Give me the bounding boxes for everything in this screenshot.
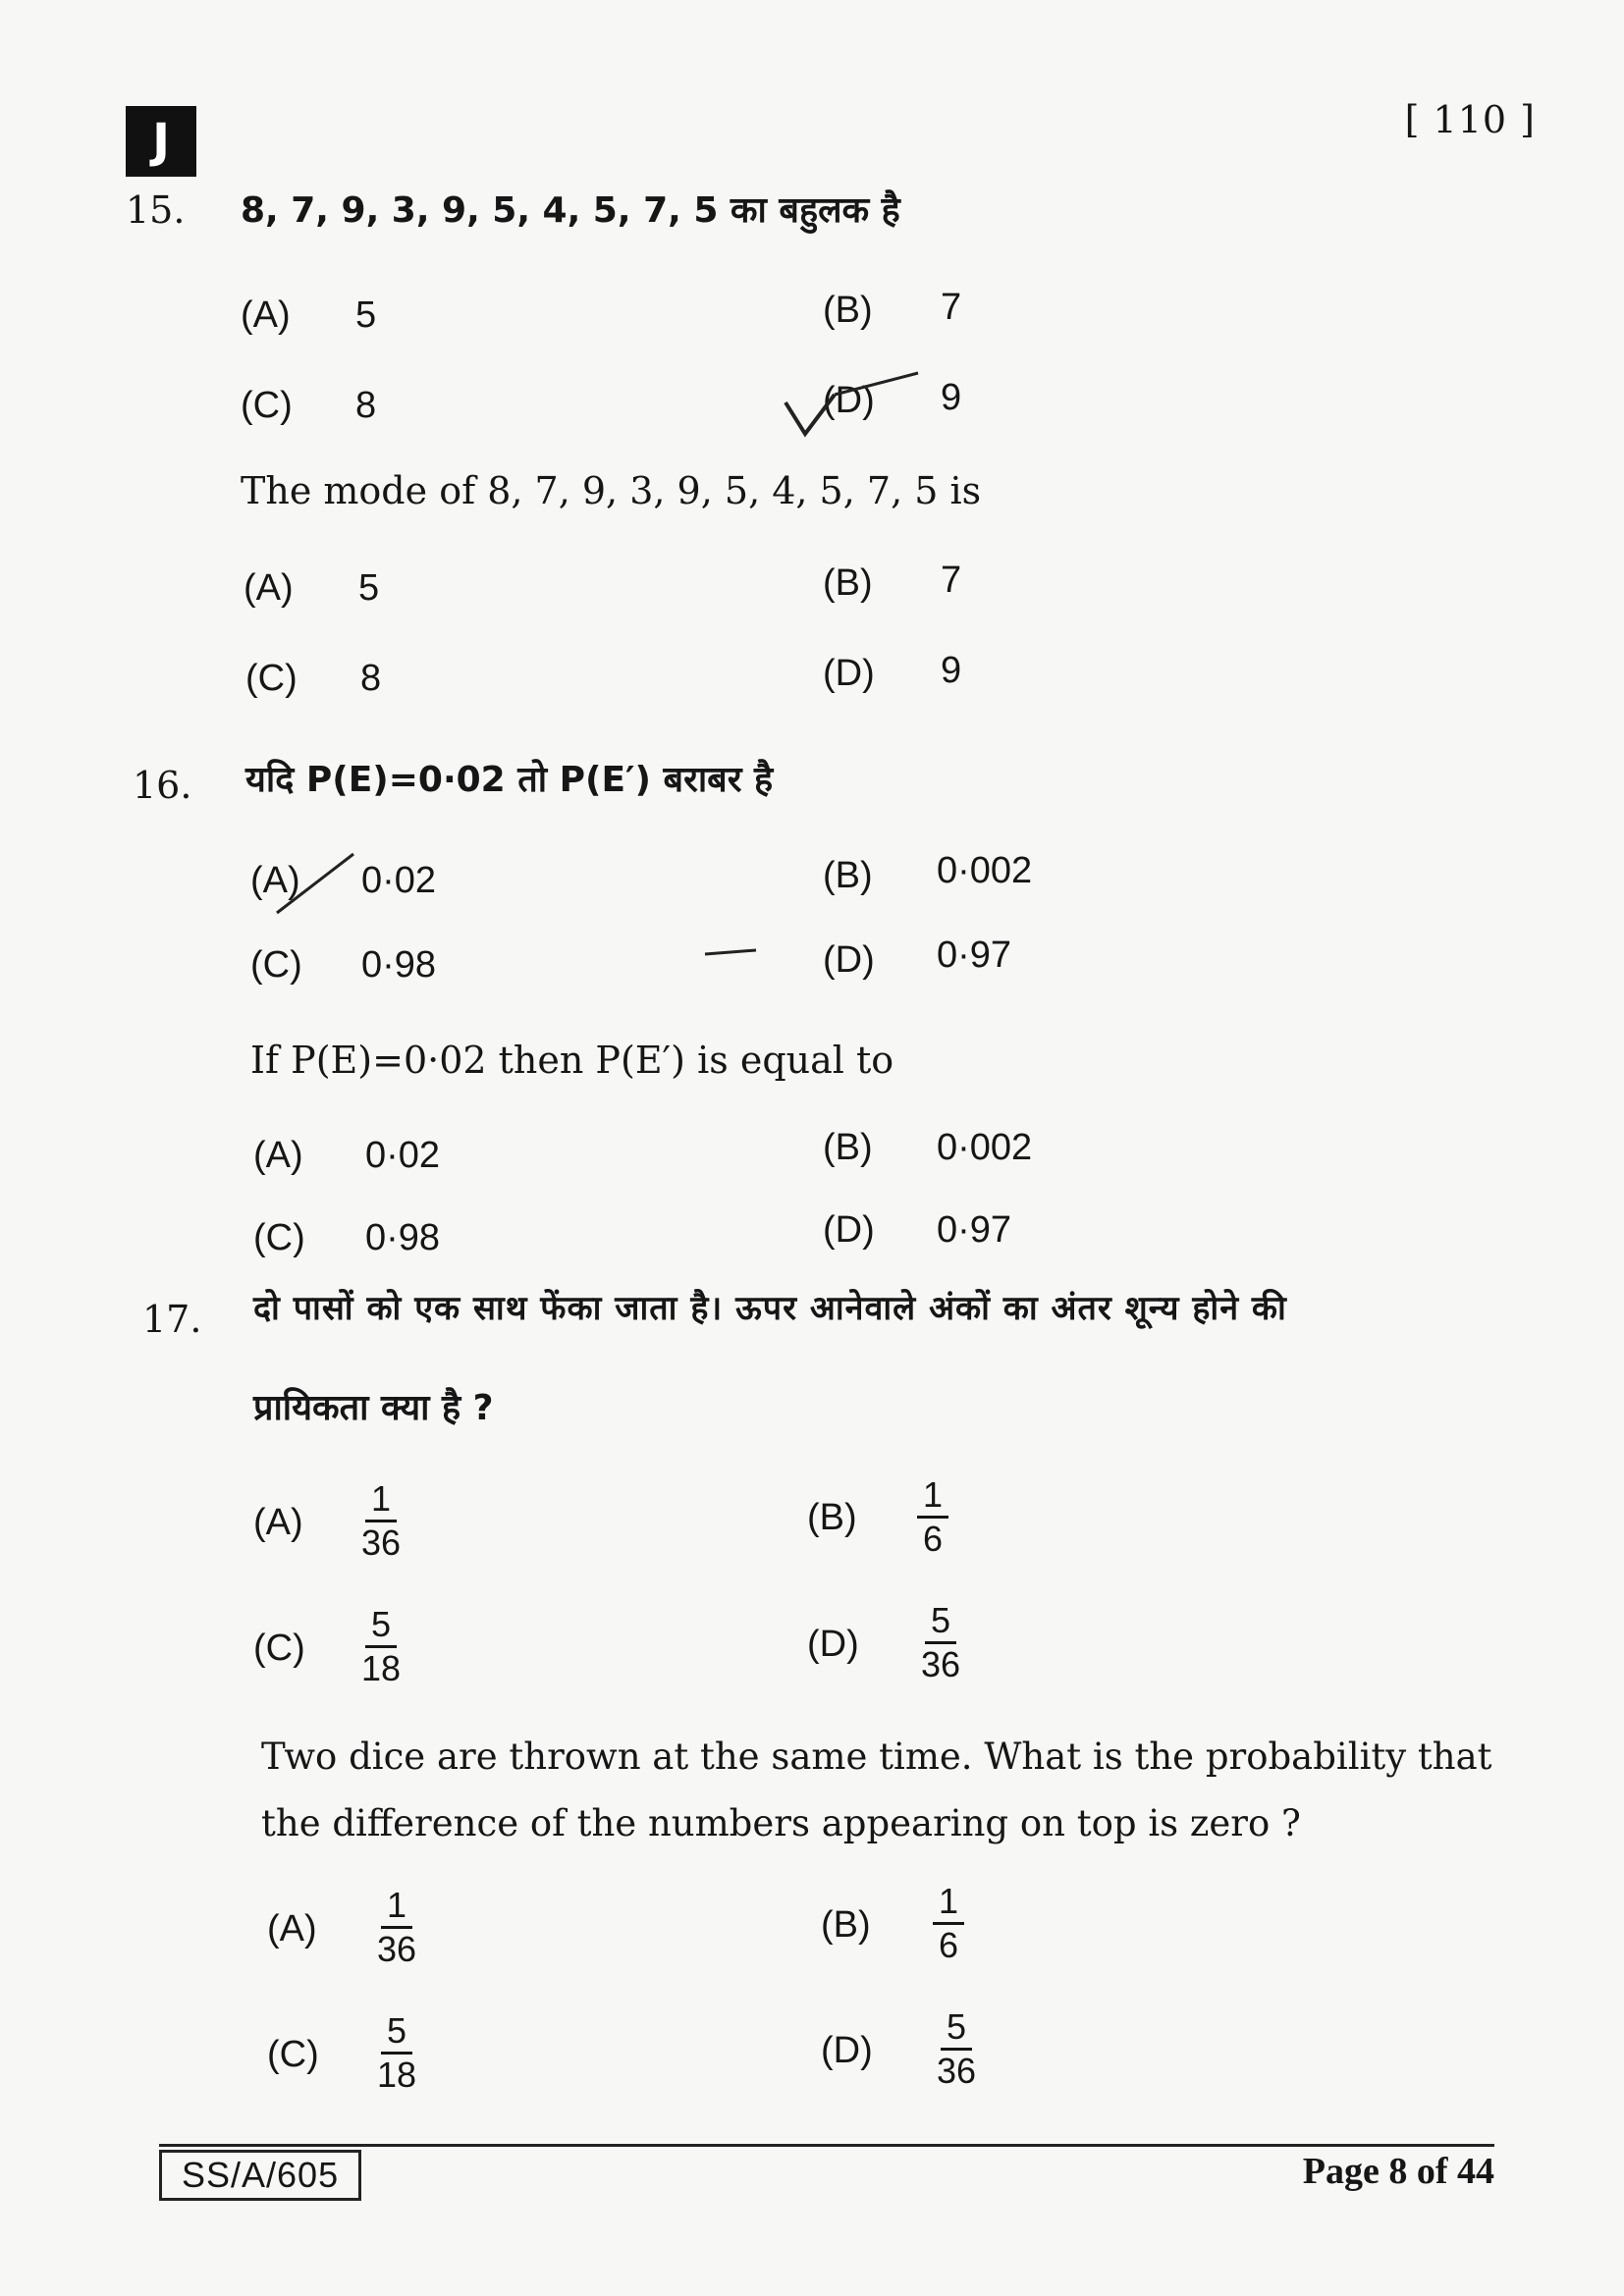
option-label: (D) (823, 380, 875, 421)
option-value: 0·002 (937, 1127, 1033, 1168)
option-label: (C) (267, 2034, 319, 2075)
option-label: (D) (823, 653, 875, 694)
option-fraction (933, 1883, 964, 1964)
option-label: (B) (807, 1497, 857, 1538)
option-fraction (361, 1480, 401, 1562)
option-value: 0·97 (937, 934, 1012, 976)
question-prompt-english-line2: the difference of the numbers appearing on top is zero ? (261, 1802, 1301, 1844)
option-fraction (377, 2012, 416, 2094)
question-number: 16. (133, 764, 192, 807)
paper-code: SS/A/605 (159, 2150, 361, 2201)
option-label: (D) (807, 1624, 859, 1665)
option-label: (B) (823, 855, 873, 896)
option-fraction (361, 1606, 401, 1687)
option-value: 8 (355, 385, 377, 426)
option-label: (A) (253, 1502, 303, 1543)
option-label: (B) (821, 1904, 871, 1946)
fraction-numerator: 1 (933, 1883, 964, 1925)
option-label: (A) (244, 567, 294, 609)
question-prompt-english: The mode of 8, 7, 9, 3, 9, 5, 4, 5, 7, 5 is (241, 469, 982, 512)
option-fraction (921, 1602, 960, 1683)
footer-rule (159, 2144, 1494, 2147)
fraction-numerator: 1 (917, 1476, 948, 1519)
pen-stroke (705, 950, 756, 954)
fraction-numerator: 5 (941, 2008, 972, 2051)
option-fraction (937, 2008, 976, 2090)
fraction-numerator: 5 (365, 1606, 397, 1648)
option-fraction (377, 1887, 416, 1968)
fraction-numerator: 5 (381, 2012, 412, 2055)
option-value: 5 (358, 567, 380, 609)
fraction-denominator: 36 (921, 1644, 961, 1684)
option-value: 0·98 (361, 944, 437, 986)
option-value: 9 (941, 650, 962, 691)
set-code-badge: J (126, 106, 196, 177)
fraction-denominator: 36 (377, 1929, 417, 1969)
fraction-denominator: 18 (361, 1648, 402, 1688)
option-label: (D) (821, 2030, 873, 2071)
fraction-denominator: 36 (361, 1522, 402, 1563)
page-number: [ 110 ] (1404, 98, 1536, 141)
question-prompt-hindi-line1: दो पासों को एक साथ फेंका जाता है। ऊपर आनेवाले अंकों का अंतर शून्य होने की (253, 1289, 1287, 1328)
option-label: (A) (250, 860, 300, 901)
option-label: (C) (253, 1628, 305, 1669)
option-label: (C) (253, 1217, 305, 1258)
option-value: 9 (941, 377, 962, 418)
option-label: (A) (253, 1135, 303, 1176)
fraction-denominator: 18 (377, 2055, 417, 2095)
question-number: 15. (126, 188, 186, 232)
option-value: 0·98 (365, 1217, 441, 1258)
option-label: (B) (823, 1127, 873, 1168)
fraction-numerator: 5 (925, 1602, 956, 1644)
page-indicator: Page 8 of 44 (1302, 2151, 1494, 2192)
option-label: (A) (241, 294, 291, 336)
fraction-numerator: 1 (365, 1480, 397, 1522)
option-value: 5 (355, 294, 377, 336)
question-prompt-hindi: 8, 7, 9, 3, 9, 5, 4, 5, 7, 5 का बहुलक है (241, 190, 900, 231)
option-value: 7 (941, 287, 962, 328)
option-value: 7 (941, 560, 962, 601)
option-value: 0·002 (937, 850, 1033, 891)
question-number: 17. (142, 1298, 202, 1341)
option-value: 0·02 (361, 860, 437, 901)
question-prompt-english-line1: Two dice are thrown at the same time. What is the probability that (261, 1735, 1492, 1778)
option-label: (C) (245, 658, 298, 699)
option-label: (C) (250, 944, 302, 986)
option-value: 8 (360, 658, 382, 699)
option-label: (D) (823, 939, 875, 981)
question-prompt-hindi-line2: प्रायिकता क्या है ? (253, 1388, 494, 1428)
question-prompt-english: If P(E)=0·02 then P(E′) is equal to (250, 1039, 894, 1082)
option-fraction (917, 1476, 948, 1558)
option-label: (B) (823, 290, 873, 331)
question-prompt-hindi: यदि P(E)=0·02 तो P(E′) बराबर है (245, 760, 774, 800)
option-label: (D) (823, 1209, 875, 1251)
fraction-denominator: 6 (923, 1519, 944, 1559)
option-label: (B) (823, 562, 873, 604)
fraction-denominator: 36 (937, 2051, 977, 2091)
option-value: 0·02 (365, 1135, 441, 1176)
fraction-denominator: 6 (939, 1925, 959, 1965)
option-value: 0·97 (937, 1209, 1012, 1251)
option-label: (A) (267, 1908, 317, 1949)
fraction-numerator: 1 (381, 1887, 412, 1929)
option-label: (C) (241, 385, 293, 426)
